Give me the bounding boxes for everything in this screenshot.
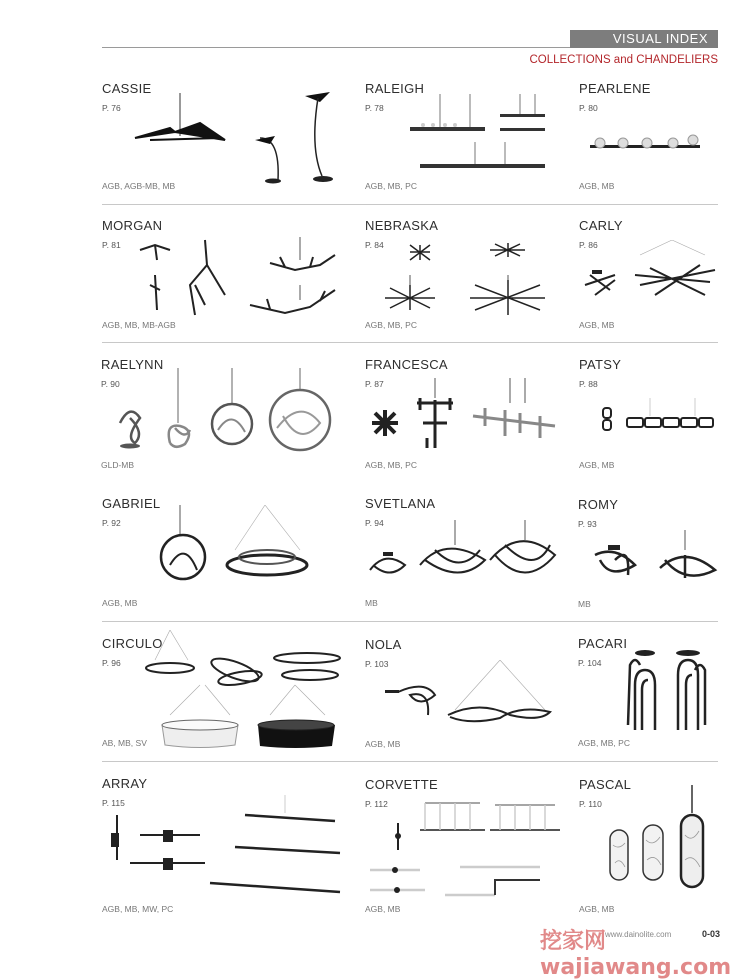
product-finish: AGB, MB [579,904,615,914]
row-divider [102,761,718,762]
gabriel-image [155,505,315,585]
product-name: CARLY [579,218,623,233]
product-finish: AGB, MB [579,181,615,191]
product-page: P. 92 [102,518,121,528]
morgan-image [135,235,350,320]
product-page: P. 81 [102,240,121,250]
product-name: PEARLENE [579,81,651,96]
product-finish: AGB, MB [102,598,138,608]
product-page: P. 112 [365,799,388,809]
row-divider [102,204,718,205]
product-page: P. 76 [102,103,121,113]
product-page: P. 87 [365,379,384,389]
product-name: CORVETTE [365,777,438,792]
circulo-image [140,630,345,750]
product-page: P. 84 [365,240,384,250]
product-finish: AGB, MB, MW, PC [102,904,174,914]
product-name: GABRIEL [102,496,161,511]
product-pearlene[interactable] [579,81,651,113]
nebraska-image [380,240,550,315]
product-finish: AGB, AGB-MB, MB [102,181,176,191]
product-name: SVETLANA [365,496,436,511]
product-page: P. 78 [365,103,384,113]
product-name: RAELYNN [101,357,164,372]
product-finish: GLD-MB [101,460,135,470]
row-divider [102,621,718,622]
product-romy[interactable] [578,497,618,529]
svetlana-image [365,520,560,580]
product-finish: AGB, MB [579,460,615,470]
product-finish: AGB, MB [579,320,615,330]
product-page: P. 80 [579,103,598,113]
nola-image [380,660,560,725]
product-finish: AGB, MB, MB-AGB [102,320,176,330]
product-name: PACARI [578,636,628,651]
product-name: ROMY [578,497,619,512]
product-finish: AGB, MB [365,739,401,749]
product-finish: AGB, MB, PC [365,181,417,191]
product-finish: AGB, MB, PC [365,460,417,470]
product-finish: AGB, MB [365,904,401,914]
watermark: 挖家网 wajiawang.com [540,929,732,980]
section-subtitle: COLLECTIONS and CHANDELIERS [529,54,718,66]
carly-image [580,240,720,305]
raelynn-image [115,368,340,453]
product-page: P. 93 [578,519,597,529]
row-divider [102,342,718,343]
francesca-image [365,378,560,453]
visual-index-tab: VISUAL INDEX [570,30,718,48]
product-page: P. 104 [578,658,602,668]
footer-page-number: 0-03 [702,929,721,939]
product-page: P. 110 [579,799,602,809]
pacari-image [620,645,720,735]
patsy-image [595,398,720,443]
product-finish: MB [365,598,378,608]
product-page: P. 103 [365,659,389,669]
product-name: PATSY [579,357,622,372]
romy-image [590,530,720,585]
product-page: P. 90 [101,379,120,389]
product-page: P. 115 [102,798,125,808]
raleigh-image [405,92,555,177]
product-name: NOLA [365,637,402,652]
product-name: RALEIGH [365,81,425,96]
product-page: P. 94 [365,518,384,528]
product-name: PASCAL [579,777,632,792]
product-finish: AGB, MB, PC [365,320,417,330]
product-name: FRANCESCA [365,357,448,372]
product-name: CIRCULO [102,636,163,651]
product-page: P. 96 [102,658,121,668]
product-gabriel[interactable] [102,496,160,528]
pearlene-image [585,128,705,163]
product-finish: AB, MB, SV [102,738,147,748]
cassie-image [130,88,350,188]
array-image [105,795,345,905]
product-page: P. 86 [579,240,598,250]
product-name: ARRAY [102,776,148,791]
footer-website: www.dainolite.com [605,930,672,939]
corvette-image [365,795,565,905]
pascal-image [605,785,715,905]
product-name: CASSIE [102,81,152,96]
product-finish: AGB, MB, PC [578,738,630,748]
product-patsy[interactable] [579,357,621,389]
product-name: NEBRASKA [365,218,439,233]
product-page: P. 88 [579,379,598,389]
product-finish: MB [578,599,591,609]
product-name: MORGAN [102,218,163,233]
